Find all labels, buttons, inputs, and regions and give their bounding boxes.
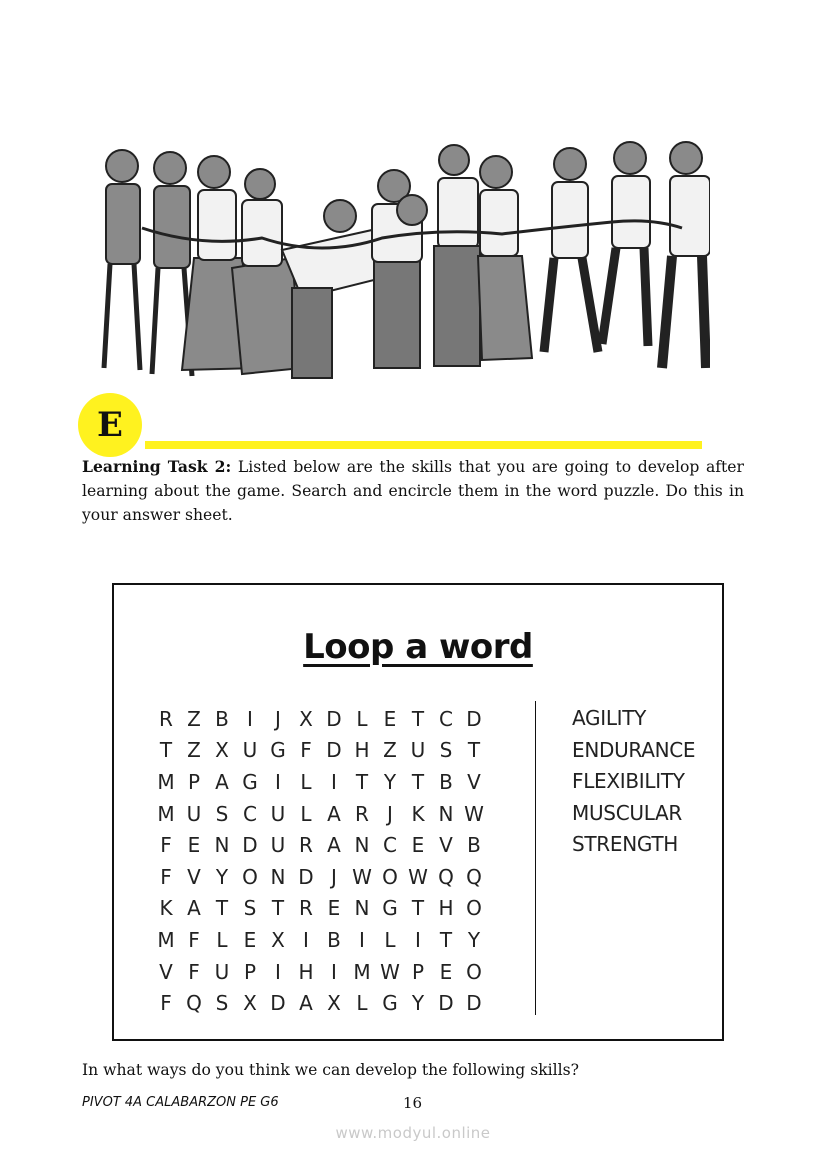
grid-letter[interactable]: U: [214, 959, 230, 984]
grid-letter[interactable]: G: [382, 896, 398, 921]
footer-module: PIVOT 4A CALABARZON PE G6: [82, 1095, 279, 1110]
grid-letter[interactable]: I: [331, 959, 337, 984]
grid-letter[interactable]: R: [159, 706, 173, 731]
grid-letter[interactable]: U: [242, 738, 258, 763]
grid-letter[interactable]: M: [157, 769, 175, 794]
grid-letter[interactable]: E: [327, 896, 341, 921]
grid-letter[interactable]: E: [439, 959, 453, 984]
skill-word: STRENGTH: [572, 832, 679, 857]
grid-letter[interactable]: D: [466, 706, 482, 731]
grid-letter[interactable]: W: [380, 959, 400, 984]
grid-letter[interactable]: D: [438, 991, 454, 1016]
grid-letter[interactable]: J: [275, 706, 281, 731]
grid-letter[interactable]: I: [303, 927, 309, 952]
grid-letter[interactable]: G: [270, 738, 286, 763]
grid-letter[interactable]: A: [327, 801, 341, 826]
skill-word: ENDURANCE: [572, 737, 696, 762]
grid-letter[interactable]: Z: [187, 706, 201, 731]
grid-letter[interactable]: Z: [187, 738, 201, 763]
grid-letter[interactable]: U: [270, 801, 286, 826]
grid-letter[interactable]: V: [467, 769, 481, 794]
section-rule: [145, 441, 702, 449]
page-number: 16: [403, 1094, 423, 1112]
learning-task-text: Listed below are the skills that you are going to develop after learning about the game. Search and encircle them in the word puzzle. Do this in your answer sheet.: [82, 458, 744, 524]
grid-letter[interactable]: I: [275, 959, 281, 984]
grid-letter[interactable]: T: [411, 769, 425, 794]
grid-letter[interactable]: A: [299, 991, 313, 1016]
grid-letter[interactable]: Y: [411, 991, 425, 1016]
skill-word: MUSCULAR: [572, 800, 682, 825]
learning-task-paragraph: [82, 455, 744, 527]
grid-letter[interactable]: N: [214, 833, 230, 858]
grid-letter[interactable]: E: [383, 706, 397, 731]
watermark: www.modyul.online: [335, 1124, 491, 1142]
grid-letter[interactable]: J: [387, 801, 393, 826]
grid-letter[interactable]: E: [243, 927, 257, 952]
grid-letter[interactable]: Q: [438, 864, 454, 889]
grid-letter[interactable]: C: [439, 706, 453, 731]
grid-letter[interactable]: D: [326, 738, 342, 763]
grid-letter[interactable]: N: [438, 801, 454, 826]
grid-letter[interactable]: F: [300, 738, 312, 763]
grid-letter[interactable]: F: [188, 959, 200, 984]
grid-letter[interactable]: T: [411, 896, 425, 921]
grid-letter[interactable]: W: [408, 864, 428, 889]
grid-letter[interactable]: N: [354, 833, 370, 858]
grid-letter[interactable]: A: [215, 769, 229, 794]
grid-letter[interactable]: I: [359, 927, 365, 952]
grid-letter[interactable]: S: [215, 801, 229, 826]
grid-letter[interactable]: W: [352, 864, 372, 889]
grid-letter[interactable]: L: [300, 769, 312, 794]
grid-letter[interactable]: N: [270, 864, 286, 889]
grid-letter[interactable]: N: [354, 896, 370, 921]
grid-letter[interactable]: V: [439, 833, 453, 858]
grid-letter[interactable]: E: [187, 833, 201, 858]
grid-letter[interactable]: T: [467, 738, 481, 763]
grid-letter[interactable]: E: [411, 833, 425, 858]
grid-letter[interactable]: J: [331, 864, 337, 889]
skill-word: AGILITY: [572, 706, 647, 730]
word-list: [572, 703, 695, 861]
grid-letter[interactable]: R: [299, 896, 313, 921]
grid-letter[interactable]: X: [299, 706, 313, 731]
grid-letter[interactable]: I: [247, 706, 253, 731]
grid-letter[interactable]: M: [157, 801, 175, 826]
grid-letter[interactable]: F: [188, 927, 200, 952]
word-puzzle: [112, 583, 724, 1041]
grid-letter[interactable]: P: [187, 769, 201, 794]
grid-letter[interactable]: R: [355, 801, 369, 826]
grid-letter[interactable]: L: [384, 927, 396, 952]
grid-letter[interactable]: O: [382, 864, 398, 889]
skill-word: FLEXIBILITY: [572, 769, 685, 794]
grid-letter[interactable]: L: [216, 927, 228, 952]
grid-letter[interactable]: F: [160, 864, 172, 889]
grid-letter[interactable]: F: [160, 833, 172, 858]
grid-letter[interactable]: T: [271, 896, 285, 921]
grid-letter[interactable]: X: [271, 927, 285, 952]
grid-letter[interactable]: T: [215, 896, 229, 921]
grid-letter[interactable]: Z: [383, 738, 397, 763]
grid-letter[interactable]: B: [467, 833, 481, 858]
grid-letter[interactable]: K: [411, 801, 425, 826]
grid-letter[interactable]: D: [326, 706, 342, 731]
grid-letter[interactable]: L: [300, 801, 312, 826]
grid-letter[interactable]: X: [243, 991, 257, 1016]
grid-letter[interactable]: P: [243, 959, 257, 984]
grid-letter[interactable]: V: [187, 864, 201, 889]
grid-letter[interactable]: Y: [215, 864, 229, 889]
puzzle-title: Loop a word: [303, 627, 533, 667]
grid-letter[interactable]: D: [466, 991, 482, 1016]
grid-letter[interactable]: A: [327, 833, 341, 858]
grid-divider: [535, 701, 536, 1015]
grid-letter[interactable]: D: [242, 833, 258, 858]
letter-grid: [152, 703, 488, 1019]
grid-letter[interactable]: L: [356, 706, 368, 731]
grid-letter[interactable]: U: [410, 738, 426, 763]
grid-letter[interactable]: B: [327, 927, 341, 952]
grid-letter[interactable]: Y: [383, 769, 397, 794]
grid-letter[interactable]: Q: [466, 864, 482, 889]
grid-letter[interactable]: D: [298, 864, 314, 889]
grid-letter[interactable]: W: [464, 801, 484, 826]
question-text: In what ways do you think we can develop the following skills?: [82, 1061, 579, 1079]
grid-letter[interactable]: D: [270, 991, 286, 1016]
grid-letter[interactable]: L: [356, 991, 368, 1016]
grid-letter[interactable]: U: [270, 833, 286, 858]
grid-letter[interactable]: A: [187, 896, 201, 921]
learning-task-label: Learning Task 2:: [82, 457, 232, 476]
grid-letter[interactable]: M: [353, 959, 371, 984]
grid-letter[interactable]: S: [243, 896, 257, 921]
grid-letter[interactable]: O: [242, 864, 258, 889]
grid-letter[interactable]: X: [215, 738, 229, 763]
grid-letter[interactable]: C: [243, 801, 257, 826]
grid-letter[interactable]: S: [215, 991, 229, 1016]
grid-letter[interactable]: R: [299, 833, 313, 858]
grid-letter[interactable]: B: [439, 769, 453, 794]
grid-letter[interactable]: M: [157, 927, 175, 952]
section-letter: E: [97, 405, 123, 445]
grid-letter[interactable]: H: [354, 738, 370, 763]
grid-letter[interactable]: T: [439, 927, 453, 952]
section-badge: [78, 393, 142, 457]
grid-letter[interactable]: U: [186, 801, 202, 826]
grid-letter[interactable]: F: [160, 991, 172, 1016]
grid-letter[interactable]: G: [242, 769, 258, 794]
grid-letter[interactable]: T: [355, 769, 369, 794]
grid-letter[interactable]: B: [215, 706, 229, 731]
grid-letter[interactable]: X: [327, 991, 341, 1016]
grid-letter[interactable]: S: [439, 738, 453, 763]
grid-letter[interactable]: V: [159, 959, 173, 984]
grid-letter[interactable]: I: [415, 927, 421, 952]
grid-letter[interactable]: O: [466, 959, 482, 984]
grid-letter[interactable]: O: [466, 896, 482, 921]
grid-letter[interactable]: I: [331, 769, 337, 794]
grid-letter[interactable]: G: [382, 991, 398, 1016]
grid-letter[interactable]: I: [275, 769, 281, 794]
grid-letter[interactable]: Y: [467, 927, 481, 952]
grid-letter[interactable]: T: [411, 706, 425, 731]
grid-letter[interactable]: H: [438, 896, 454, 921]
grid-letter[interactable]: C: [383, 833, 397, 858]
grid-letter[interactable]: T: [159, 738, 173, 763]
grid-letter[interactable]: Q: [186, 991, 202, 1016]
grid-letter[interactable]: H: [298, 959, 314, 984]
grid-letter[interactable]: P: [411, 959, 425, 984]
grid-letter[interactable]: K: [159, 896, 173, 921]
children-game-illustration: [82, 138, 710, 390]
